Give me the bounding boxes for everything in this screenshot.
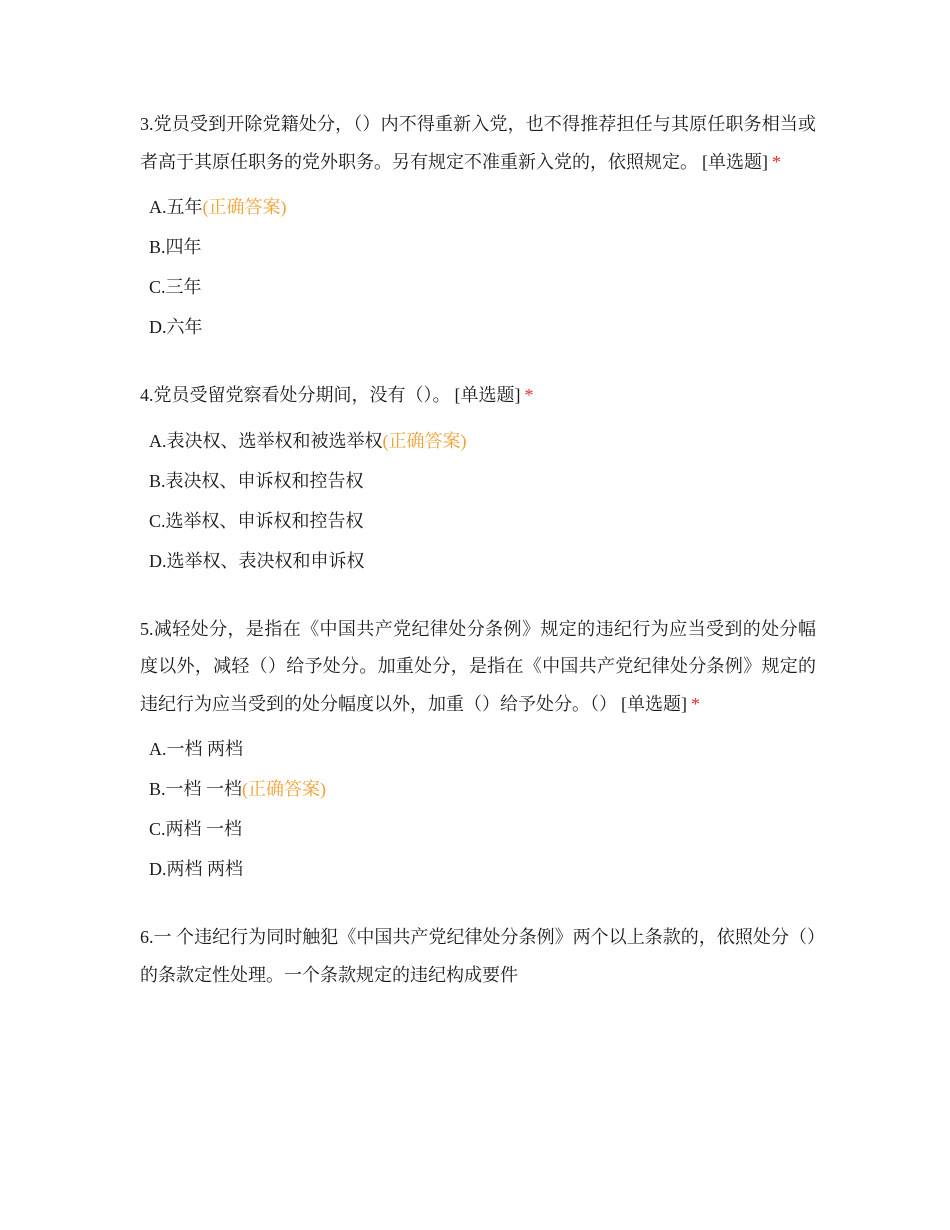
option-b[interactable] [140,461,816,501]
option-label: A.表决权、选举权和被选举权 [149,430,383,451]
question-stem: 3.党员受到开除党籍处分，（）内不得重新入党，也不得推荐担任与其原任职务相当或者高于其原任职务的党外职务。另有规定不准重新入党的，依照规定。 [140,114,816,172]
option-list [140,729,816,889]
option-label: B.四年 [149,237,202,257]
correct-answer-note: (正确答案) [242,779,327,799]
option-a[interactable] [140,729,816,769]
option-label: D.选举权、表决权和申诉权 [149,550,365,571]
survey-page [140,106,816,1024]
correct-answer-note: (正确答案) [382,430,467,451]
option-d[interactable] [140,849,816,889]
question-type-tag: [单选题] [702,151,768,172]
question-stem: 4.党员受留党察看处分期间，没有（）。 [140,385,451,405]
option-list [140,421,816,581]
option-list [140,187,816,347]
option-c[interactable] [140,809,816,849]
question-text [140,377,816,415]
option-c[interactable] [140,267,816,307]
correct-answer-note: (正确答案) [202,197,287,217]
question-stem: 5.减轻处分，是指在《中国共产党纪律处分条例》规定的违纪行为应当受到的处分幅度以外，减轻（）给予处分。加重处分，是指在《中国共产党纪律处分条例》规定的违纪行为应当受到的处分幅度以外，加重（）给予处分。（） [140,618,816,714]
question-stem: 6.一 个违纪行为同时触犯《中国共产党纪律处分条例》两个以上条款的，依照处分（）的条款定性处理。一个条款规定的违纪构成要件 [140,927,816,985]
option-label: C.两档 一档 [149,819,243,839]
question-type-tag: [单选题] [621,693,687,714]
required-mark: * [772,151,781,172]
option-b[interactable] [140,769,816,809]
option-label: B.表决权、申诉权和控告权 [149,470,364,491]
question-type-tag: [单选题] [454,385,521,405]
question-text [140,611,816,724]
option-a[interactable] [140,421,816,461]
required-mark: * [691,693,700,714]
option-label: A.五年 [149,197,203,217]
option-label: C.选举权、申诉权和控告权 [149,510,364,531]
question-3 [140,106,816,347]
option-d[interactable] [140,307,816,347]
question-4 [140,377,816,581]
option-label: C.三年 [149,277,202,297]
required-mark: * [524,385,534,405]
question-6 [140,919,816,994]
option-label: B.一档 一档 [149,779,243,799]
option-label: D.两档 两档 [149,859,243,879]
option-d[interactable] [140,541,816,581]
question-5 [140,611,816,890]
option-label: A.一档 两档 [149,739,243,759]
option-label: D.六年 [149,317,203,337]
option-a[interactable] [140,187,816,227]
question-text [140,106,816,181]
option-b[interactable] [140,227,816,267]
option-c[interactable] [140,501,816,541]
question-text [140,919,816,994]
